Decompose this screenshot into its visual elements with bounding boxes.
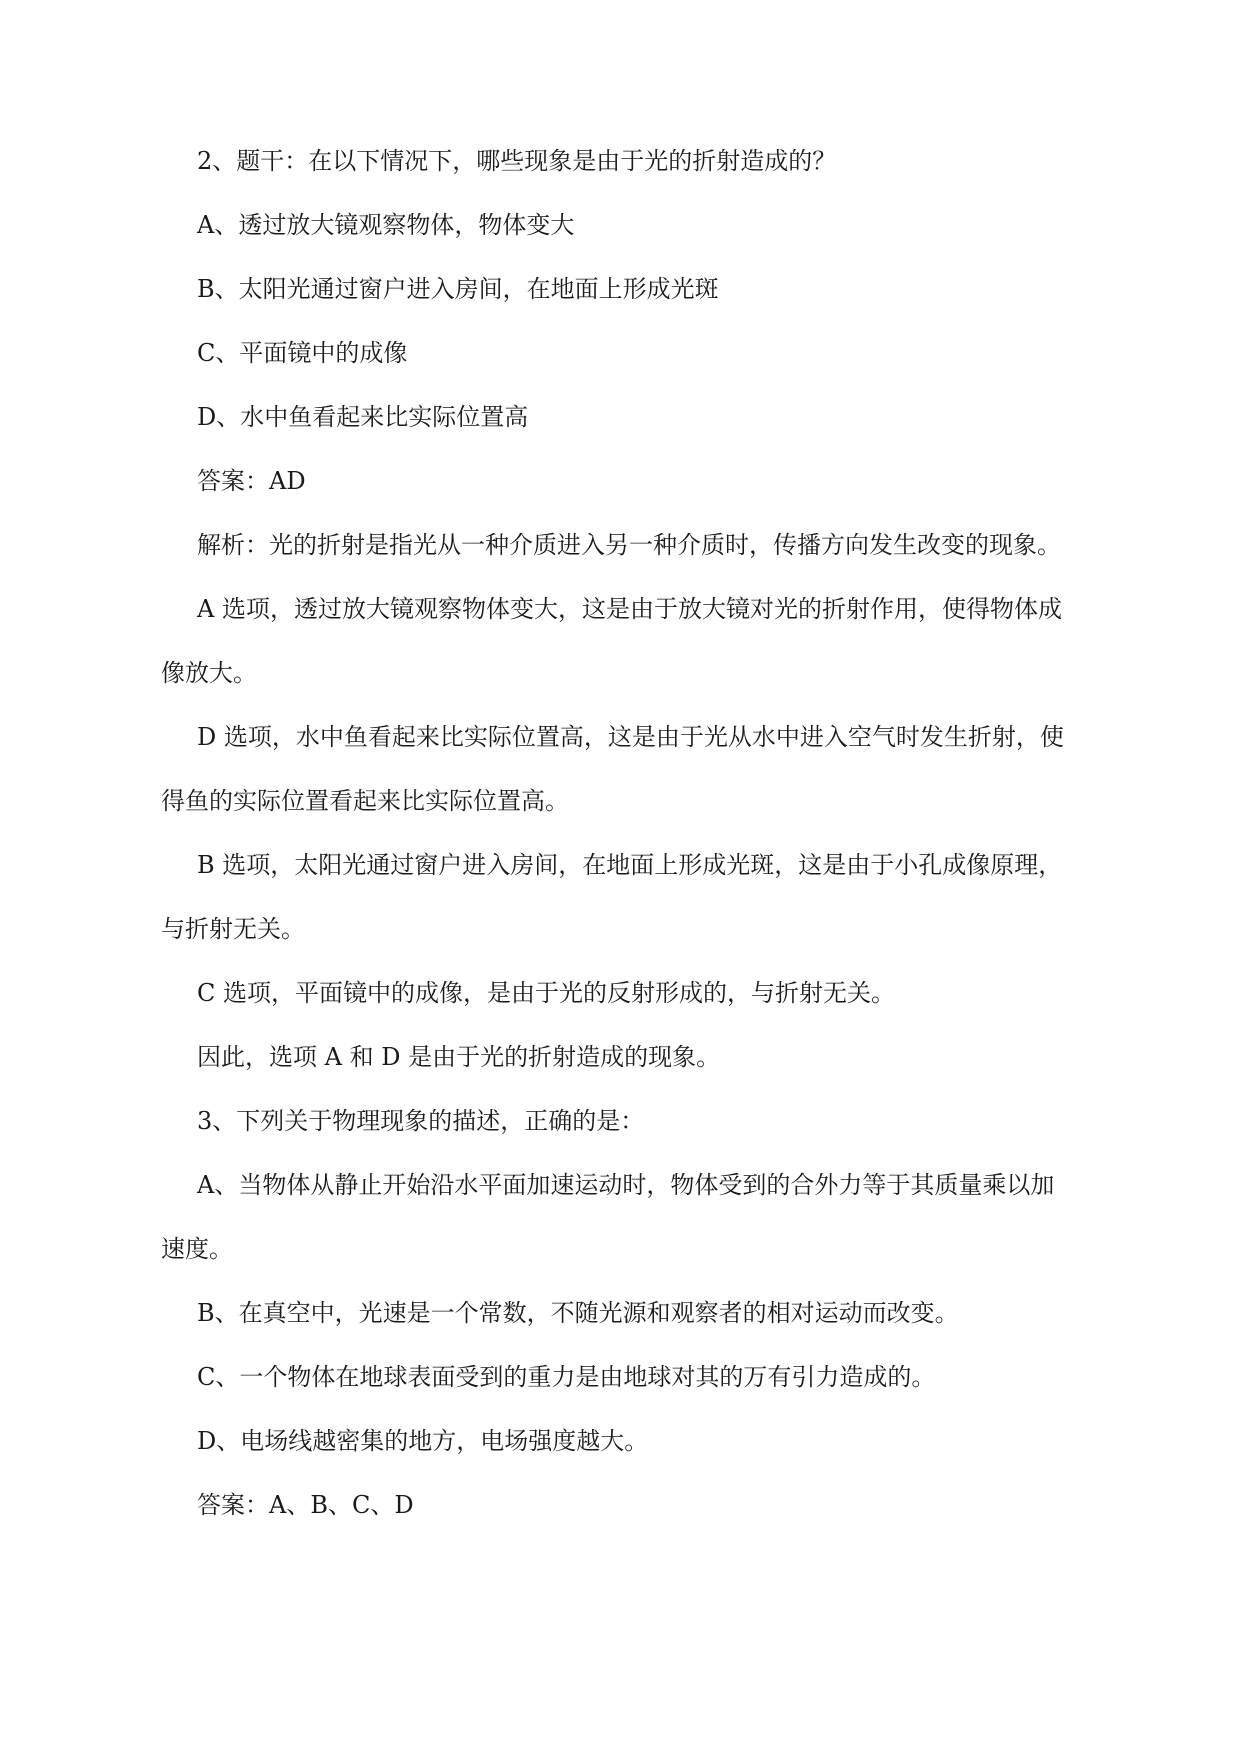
q2-explain-d — [161, 721, 1097, 817]
q3-option-d: D、电场线越密集的地方，电场强度越大。 — [197, 1427, 649, 1455]
q2-explain-b-line1: B 选项，太阳光通过窗户进入房间，在地面上形成光斑，这是由于小孔成像原理， — [197, 851, 1063, 879]
q3-answer: 答案：A、B、C、D — [197, 1491, 414, 1519]
q3-stem: 3、下列关于物理现象的描述，正确的是： — [197, 1107, 645, 1135]
q3-option-c: C、一个物体在地球表面受到的重力是由地球对其的万有引力造成的。 — [197, 1363, 936, 1391]
q2-answer: 答案：AD — [197, 467, 306, 495]
q2-explain-d-line2: 得鱼的实际位置看起来比实际位置高。 — [161, 787, 569, 815]
q3-option-a-line1: A、当物体从静止开始沿水平面加速运动时，物体受到的合外力等于其质量乘以加 — [197, 1171, 1055, 1199]
q2-explain-a-line1: A 选项，透过放大镜观察物体变大，这是由于放大镜对光的折射作用，使得物体成 — [197, 595, 1062, 623]
q2-explain-b — [161, 849, 1097, 945]
q2-analysis: 解析：光的折射是指光从一种介质进入另一种介质时，传播方向发生改变的现象。 — [197, 531, 1061, 559]
q3-option-a-line2: 速度。 — [161, 1235, 233, 1263]
q2-explain-c: C 选项，平面镜中的成像，是由于光的反射形成的，与折射无关。 — [197, 979, 895, 1007]
q3-option-a — [161, 1169, 1097, 1265]
q2-stem: 2、题干：在以下情况下，哪些现象是由于光的折射造成的？ — [197, 147, 837, 175]
q2-option-c: C、平面镜中的成像 — [197, 339, 408, 367]
q2-option-a: A、透过放大镜观察物体，物体变大 — [197, 211, 575, 239]
q3-option-b: B、在真空中，光速是一个常数，不随光源和观察者的相对运动而改变。 — [197, 1299, 959, 1327]
q2-explain-a — [161, 593, 1097, 689]
q2-explain-a-line2: 像放大。 — [161, 659, 257, 687]
q2-explain-b-line2: 与折射无关。 — [161, 915, 305, 943]
q2-explain-d-line1: D 选项，水中鱼看起来比实际位置高，这是由于光从水中进入空气时发生折射，使 — [197, 723, 1064, 751]
q2-option-d: D、水中鱼看起来比实际位置高 — [197, 403, 529, 431]
document-body — [161, 145, 1097, 1553]
q2-option-b: B、太阳光通过窗户进入房间，在地面上形成光斑 — [197, 275, 719, 303]
q2-conclusion: 因此，选项 A 和 D 是由于光的折射造成的现象。 — [197, 1043, 721, 1071]
